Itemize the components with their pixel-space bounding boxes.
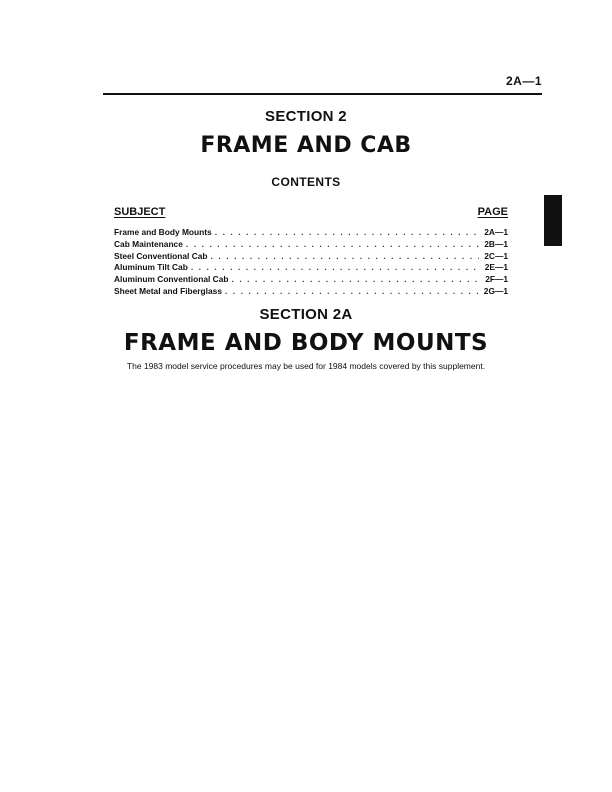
toc-entry-page: 2G—1 — [483, 285, 508, 296]
toc-leader-dots — [215, 227, 479, 237]
toc-leader-dots — [191, 262, 479, 272]
subsection-label: SECTION 2A — [259, 306, 353, 323]
toc-entry[interactable] — [114, 227, 508, 239]
toc-entry-page: 2B—1 — [484, 238, 508, 249]
table-of-contents — [114, 227, 508, 298]
section-label: SECTION 2 — [265, 108, 347, 125]
toc-entry-title: Frame and Body Mounts — [114, 227, 212, 237]
subsection-title: FRAME AND BODY MOUNTS — [123, 330, 489, 356]
toc-entry-title: Aluminum Conventional Cab — [114, 274, 229, 285]
toc-entry[interactable] — [114, 274, 508, 286]
toc-entry[interactable] — [114, 262, 508, 274]
section-title: FRAME AND CAB — [200, 133, 412, 158]
toc-entry-title: Aluminum Tilt Cab — [114, 262, 188, 273]
toc-entry-page: 2E—1 — [484, 262, 508, 273]
toc-leader-dots — [186, 239, 479, 249]
thumb-tab-marker — [544, 195, 562, 246]
toc-entry[interactable] — [114, 251, 508, 263]
toc-entry-page: 2C—1 — [484, 250, 508, 261]
page-column-header: PAGE — [477, 206, 508, 218]
toc-entry-page: 2F—1 — [485, 274, 508, 285]
toc-entry-title: Steel Conventional Cab — [114, 250, 208, 261]
contents-heading: CONTENTS — [271, 175, 341, 189]
toc-entry[interactable] — [114, 286, 508, 298]
toc-entry-title: Cab Maintenance — [114, 238, 183, 249]
supplement-note: The 1983 model service procedures may be used for 1984 models covered by this supplement. — [126, 361, 486, 371]
page-number: 2A—1 — [505, 74, 542, 88]
toc-entry[interactable] — [114, 239, 508, 251]
toc-entry-page: 2A—1 — [484, 227, 508, 237]
subject-column-header: SUBJECT — [114, 206, 166, 218]
header-rule — [103, 93, 542, 95]
toc-leader-dots — [225, 286, 479, 296]
toc-leader-dots — [231, 274, 479, 284]
toc-leader-dots — [211, 251, 479, 261]
toc-entry-title: Sheet Metal and Fiberglass — [114, 285, 222, 296]
